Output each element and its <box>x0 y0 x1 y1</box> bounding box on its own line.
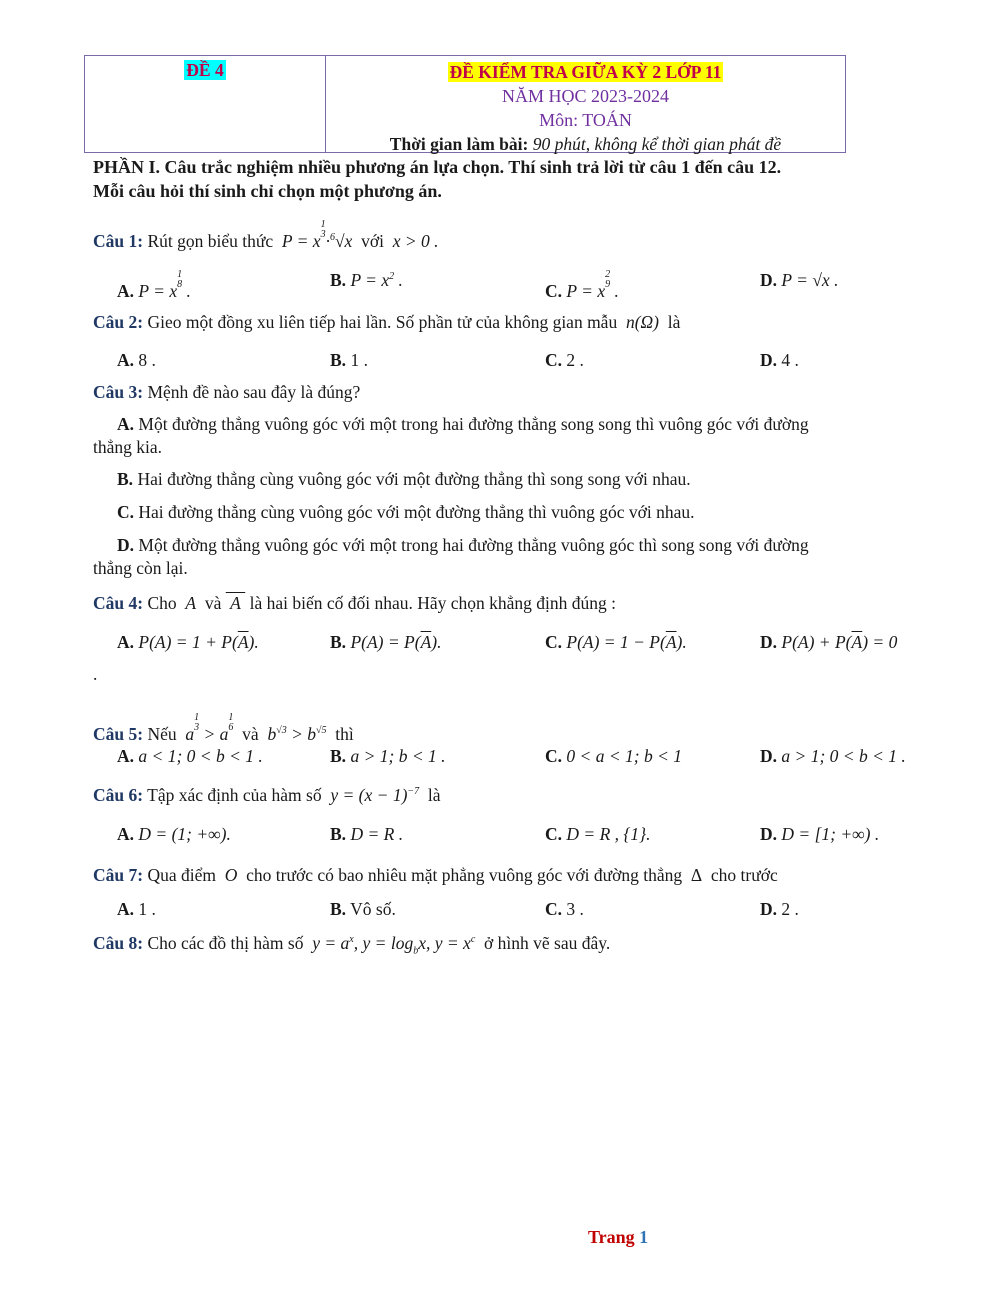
question-6: Câu 6: Tập xác định của hàm số $y = (x - 1)^{-7}$ là <box>93 785 441 805</box>
q1-cond-expr: x > 0 . <box>388 231 439 251</box>
q4-option-c[interactable]: C. $P(A) = 1 - P(\overline{A})$. <box>545 632 687 652</box>
section-heading-1: PHẦN I. Câu trắc nghiệm nhiều phương án lựa chọn. Thí sinh trả lời từ câu 1 đến câu 12. <box>93 157 782 177</box>
q5-option-a[interactable]: A. a < 1; 0 < b < 1 . <box>117 746 263 766</box>
header-right-cell <box>326 56 845 152</box>
q1-label: Câu 1: <box>93 231 144 251</box>
q6-option-c[interactable]: C. D = R , {1}. <box>545 824 651 844</box>
time-value: 90 phút, không kể thời gian phát đề <box>532 134 782 154</box>
q7-label: Câu 7: <box>93 865 144 885</box>
de-label: ĐỀ 4 <box>186 60 224 80</box>
q3-option-a-cont: thẳng kia. <box>93 437 163 457</box>
q6-option-a[interactable]: A. D = (1; +∞). <box>117 824 231 844</box>
question-2 <box>93 312 680 333</box>
q4-stray-dot: . <box>93 664 98 684</box>
time-info <box>326 132 845 156</box>
q4-label: Câu 4: <box>93 593 144 613</box>
q7-option-a[interactable]: A. 1 . <box>117 899 156 919</box>
question-3 <box>93 382 360 403</box>
q2-option-d[interactable]: D. 4 . <box>760 350 799 370</box>
q6-label: Câu 6: <box>93 785 144 805</box>
question-5: Câu 5: Nếu $a^{1 3} > a^{1 6}$ và $b^{√3} > b^{√5}$ thì <box>93 712 354 744</box>
footer-page-number: 1 <box>639 1227 649 1247</box>
q5-option-d[interactable]: D. a > 1; 0 < b < 1 . <box>760 746 906 766</box>
exam-header <box>84 55 846 153</box>
q3-option-a[interactable]: A. Một đường thẳng vuông góc với một trong hai đường thẳng song song thì vuông góc với đường <box>117 414 809 434</box>
q7-option-d[interactable]: D. 2 . <box>760 899 799 919</box>
q5-option-b[interactable]: B. a > 1; b < 1 . <box>330 746 446 766</box>
q1-text: Rút gọn biểu thức <box>147 231 274 251</box>
q4-option-a[interactable]: A. $P(A) = 1 + P(\overline{A})$. <box>117 632 259 652</box>
q2-option-b[interactable]: B. 1 . <box>330 350 368 370</box>
exam-title: ĐỀ KIỂM TRA GIỮA KỲ 2 LỚP 11 <box>449 62 722 82</box>
q3-option-d-cont: thẳng còn lại. <box>93 558 188 578</box>
q2-expr: n(Ω) <box>621 312 664 332</box>
question-4: Câu 4: Cho A và A là hai biến cố đối nhau. Hãy chọn khẳng định đúng : <box>93 593 617 613</box>
q1-cond: với <box>361 231 384 251</box>
q2-option-a[interactable]: A. 8 . <box>117 350 156 370</box>
q7-option-b[interactable]: B. Vô số. <box>330 899 396 919</box>
q6-option-d[interactable]: D. D = [1; +∞) . <box>760 824 880 844</box>
q4-option-b[interactable]: B. $P(A) = P(\overline{A})$. <box>330 632 442 652</box>
q3-option-d[interactable]: D. Một đường thẳng vuông góc với một trong hai đường thẳng vuông góc thì song song với đường <box>117 535 809 555</box>
q1-option-d[interactable]: D. P = √x . <box>760 270 839 290</box>
q3-text: Mệnh đề nào sau đây là đúng? <box>147 382 361 402</box>
q5-option-c[interactable]: C. 0 < a < 1; b < 1 <box>545 746 683 766</box>
q1-option-a[interactable]: A. $P = x^{1 8}$ . <box>117 269 191 301</box>
footer-label: Trang <box>588 1227 635 1247</box>
subject: Môn: TOÁN <box>539 110 632 130</box>
question-7: Câu 7: Qua điểm O cho trước có bao nhiêu mặt phẳng vuông góc với đường thẳng Δ cho trước <box>93 865 778 885</box>
q1-expr: $P = x^{1 3}\cdot^6√x$ <box>277 219 357 251</box>
q5-label: Câu 5: <box>93 724 144 744</box>
q2-option-c[interactable]: C. 2 . <box>545 350 584 370</box>
header-left-cell <box>85 56 326 152</box>
q1-option-c[interactable]: C. $P = x^{2 9}$ . <box>545 269 619 301</box>
q8-label: Câu 8: <box>93 933 144 953</box>
q3-label: Câu 3: <box>93 382 144 402</box>
q6-option-b[interactable]: B. D = R . <box>330 824 404 844</box>
q4-option-d[interactable]: D. $P(A) + P(\overline{A}) = 0$ <box>760 632 898 652</box>
q7-option-c[interactable]: C. 3 . <box>545 899 584 919</box>
page-footer <box>588 1227 648 1248</box>
time-label: Thời gian làm bài: <box>389 134 529 154</box>
q2-label: Câu 2: <box>93 312 144 332</box>
section-heading-2: Mỗi câu hỏi thí sinh chỉ chọn một phương án. <box>93 181 442 201</box>
q1-option-b[interactable]: B. $P = x^2$ . <box>330 270 403 290</box>
q2-text: Gieo một đồng xu liên tiếp hai lần. Số phần tử của không gian mẫu <box>147 312 618 332</box>
question-8: Câu 8: Cho các đồ thị hàm số $y = a^x$, $y = \log_bx$, $y = x^c$ ở hình vẽ sau đây. <box>93 933 611 957</box>
question-1 <box>93 220 439 252</box>
school-year: NĂM HỌC 2023-2024 <box>501 86 669 106</box>
q3-option-b[interactable]: B. Hai đường thẳng cùng vuông góc với một đường thẳng thì song song với nhau. <box>117 469 691 489</box>
q3-option-c[interactable]: C. Hai đường thẳng cùng vuông góc với một đường thẳng thì vuông góc với nhau. <box>117 502 695 522</box>
q2-tail: là <box>667 312 681 332</box>
